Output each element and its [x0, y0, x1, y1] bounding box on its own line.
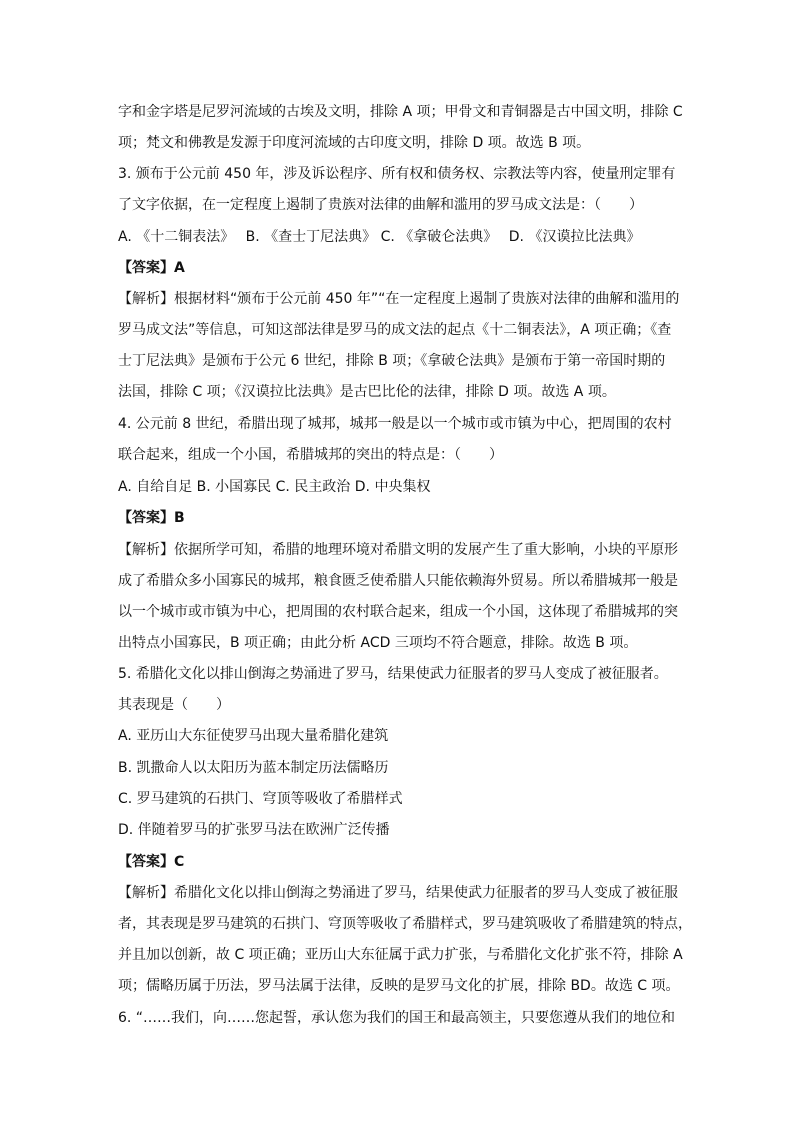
text-line: 项；儒略历属于历法，罗马法属于法律，反映的是罗马文化的扩展，排除 BD。故选 C 项。 [118, 978, 680, 994]
analysis-text: 【解析】希腊化文化以排山倒海之势涌进了罗马，结果使武力征服者的罗马人变成了被征服 [118, 885, 678, 901]
text-line: 士丁尼法典》是颁布于公元 6 世纪，排除 B 项；《拿破仑法典》是颁布于第一帝国时期的 [118, 353, 666, 369]
option-c: C. 罗马建筑的石拱门、穹顶等吸收了希腊样式 [118, 791, 403, 807]
answer-label: 【答案】C [118, 854, 185, 870]
answer-label: 【答案】B [118, 510, 185, 526]
option-a: A. 亚历山大东征使罗马出现大量希腊化建筑 [118, 728, 389, 744]
text-line: 法国，排除 C 项；《汉谟拉比法典》是古巴比伦的法律，排除 D 项。故选 A 项。 [118, 384, 616, 400]
text-line: 并且加以创新，故 C 项正确；亚历山大东征属于武力扩张，与希腊化文化扩张不符，排除 A [118, 947, 683, 963]
text-line: 出特点小国寡民，B 项正确；由此分析 ACD 三项均不符合题意，排除。故选 B 项。 [118, 635, 638, 651]
question-4-options: A. 自给自足 B. 小国寡民 C. 民主政治 D. 中央集权 [118, 479, 431, 495]
text-line: 以一个城市或市镇为中心，把周围的农村联合起来，组成一个小国，这体现了希腊城邦的突 [118, 604, 678, 620]
option-d: D. 伴随着罗马的扩张罗马法在欧洲广泛传播 [118, 822, 390, 838]
question-3-stem: 3. 颁布于公元前 450 年，涉及诉讼程序、所有权和债务权、宗教法等内容，使量刑定罪有 [118, 166, 676, 182]
text-line: 项；梵文和佛教是发源于印度河流域的古印度文明，排除 D 项。故选 B 项。 [118, 135, 591, 151]
option-b: B. 凯撒命人以太阳历为蓝本制定历法儒略历 [118, 760, 389, 776]
answer-label: 【答案】A [118, 260, 185, 276]
analysis-text: 【解析】依据所学可知，希腊的地理环境对希腊文明的发展产生了重大影响，小块的平原形 [118, 542, 678, 558]
text-line: 了文字依据，在一定程度上遏制了贵族对法律的曲解和滥用的罗马成文法是：（ ） [118, 197, 643, 213]
question-4-stem: 4. 公元前 8 世纪，希腊出现了城邦，城邦一般是以一个城市或市镇为中心，把周围的农村 [118, 416, 672, 432]
question-3-options: A. 《十二铜表法》 B. 《查士丁尼法典》 C. 《拿破仑法典》 D. 《汉谟拉比法典》 [118, 229, 641, 245]
text-line: 其表现是（ ） [118, 697, 230, 713]
analysis-text: 【解析】根据材料“颁布于公元前 450 年”“在一定程度上遏制了贵族对法律的曲解和滥用的 [118, 291, 680, 307]
text-line: 联合起来，组成一个小国，希腊城邦的突出的特点是：（ ） [118, 447, 503, 463]
text-line: 字和金字塔是尼罗河流域的古埃及文明，排除 A 项；甲骨文和青铜器是古中国文明，排除 C [118, 104, 683, 120]
text-line: 罗马成文法”等信息，可知这部法律是罗马的成文法的起点《十二铜表法》，A 项正确；《查 [118, 322, 672, 338]
text-line: 者，其表现是罗马建筑的石拱门、穹顶等吸收了希腊样式，罗马建筑吸收了希腊建筑的特点， [118, 916, 692, 932]
question-5-stem: 5. 希腊化文化以排山倒海之势涌进了罗马，结果使武力征服者的罗马人变成了被征服者。 [118, 666, 668, 682]
text-line: 成了希腊众多小国寡民的城邦，粮食匮乏使希腊人只能依赖海外贸易。所以希腊城邦一般是 [118, 573, 678, 589]
question-6-stem: 6. “……我们，向……您起誓，承认您为我们的国王和最高领主，只要您遵从我们的地位和 [118, 1010, 676, 1026]
